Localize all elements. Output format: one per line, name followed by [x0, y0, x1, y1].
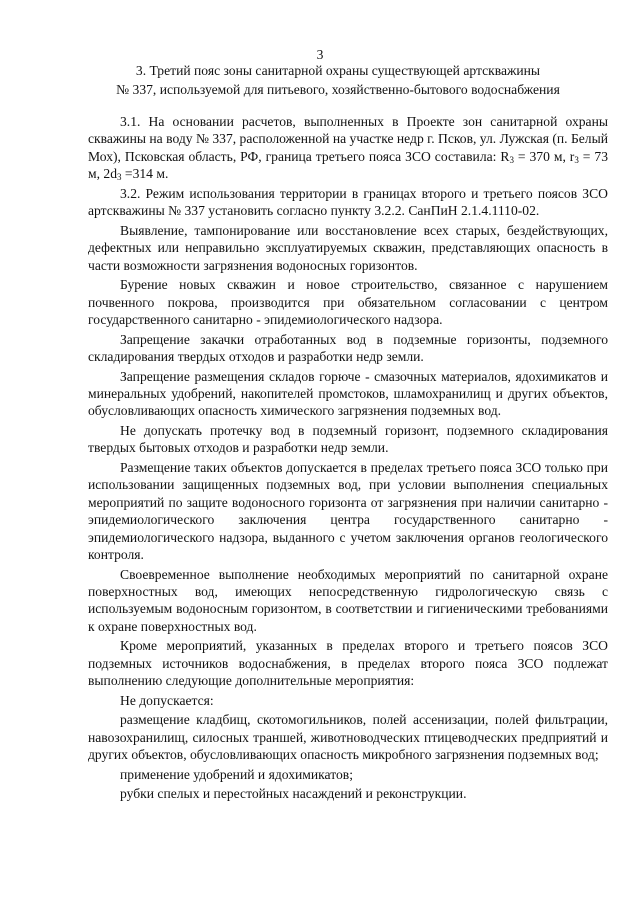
list-item: размещение кладбищ, скотомогильников, полей ассенизации, полей фильтрации, навозохранилищ, силосных траншей, животноводческих птицеводческих предприятий и других объектов, обусловливающих опасность микробного загрязнения подземных вод; — [88, 712, 608, 763]
d-subscript: 3 — [117, 172, 122, 183]
paragraph: Выявление, тампонирование или восстановление всех старых, бездействующих, дефектных или неправильно эксплуатируемых скважин, представляющих опасность в части возможности загрязнения водоносных горизонтов. — [88, 222, 608, 273]
paragraph: Запрещение размещения складов горюче - смазочных материалов, ядохимикатов и минеральных удобрений, накопителей промстоков, шламохранилищ и других объектов, обусловливающих опасность химического загрязнения подземных вод. — [88, 368, 608, 419]
r-subscript: 3 — [509, 154, 514, 165]
list-item: применение удобрений и ядохимикатов; — [120, 766, 353, 782]
paragraph-3-1-r-value: = 370 м, r — [513, 148, 575, 164]
heading-line-1: 3. Третий пояс зоны санитарной охраны существующей артскважины — [135, 63, 541, 78]
paragraph-3-2: 3.2. Режим использования территории в границах второго и третьего поясов ЗСО артскважины № 337 установить согласно пункту 3.2.2. СанПиН 2.1.4.1110-02. — [88, 185, 608, 219]
section-heading — [88, 62, 588, 99]
document-body — [88, 113, 608, 805]
list-item: рубки спелых и перестойных насаждений и реконструкции. — [120, 786, 467, 802]
paragraph-3-1-r2-value: = 73 м, 2d — [88, 148, 608, 182]
heading-line-2: № 337, используемой для питьевого, хозяйственно-бытового водоснабжения — [116, 81, 560, 97]
paragraph: Не допускать протечку вод в подземный горизонт, подземного складирования твердых бытовых отходов и разработки недр земли. — [88, 423, 608, 456]
page-number: 3 — [316, 47, 324, 62]
paragraph-3-1-text: 3.1. На основании расчетов, выполненных в Проекте зон санитарной охраны скважины на воду № 337, расположенной на участке недр г. Псков, ул. Лужская (п. Белый Мох), Псковская область, РФ, граница третьего пояса ЗСО составила: R — [88, 114, 608, 164]
paragraph: Размещение таких объектов допускается в пределах третьего пояса ЗСО только при использовании защищенных подземных вод, при условии выполнения специальных мероприятий по защите водоносного горизонта от загрязнения при наличии санитарно - эпидемиологического заключения центра государственного санитарно - эпидемиологического надзора, выданного с учетом заключения органов геологического контроля. — [88, 460, 608, 563]
paragraph: Бурение новых скважин и новое строительство, связанное с нарушением почвенного покрова, производится при обязательном согласовании с центром государственного санитарно - эпидемиологического надзора. — [88, 277, 608, 328]
paragraph-3-1-d-value: =314 м. — [121, 166, 169, 182]
paragraph-not-allowed: Не допускается: — [120, 692, 214, 708]
paragraph: Запрещение закачки отработанных вод в подземные горизонты, подземного складирования твердых отходов и разработки недр земли. — [88, 331, 608, 365]
paragraph-3-1 — [88, 113, 608, 183]
paragraph: Кроме мероприятий, указанных в пределах второго и третьего поясов ЗСО подземных источников водоснабжения, в пределах второго пояса ЗСО подлежат выполнению следующие дополнительные мероприятия: — [88, 638, 608, 689]
r2-subscript: 3 — [574, 154, 579, 165]
paragraph: Своевременное выполнение необходимых мероприятий по санитарной охране поверхностных вод, имеющих непосредственную гидрологическую связь с используемым водоносным горизонтом, в соответствии и гигиеническими требованиями к охране поверхностных вод. — [88, 566, 608, 634]
